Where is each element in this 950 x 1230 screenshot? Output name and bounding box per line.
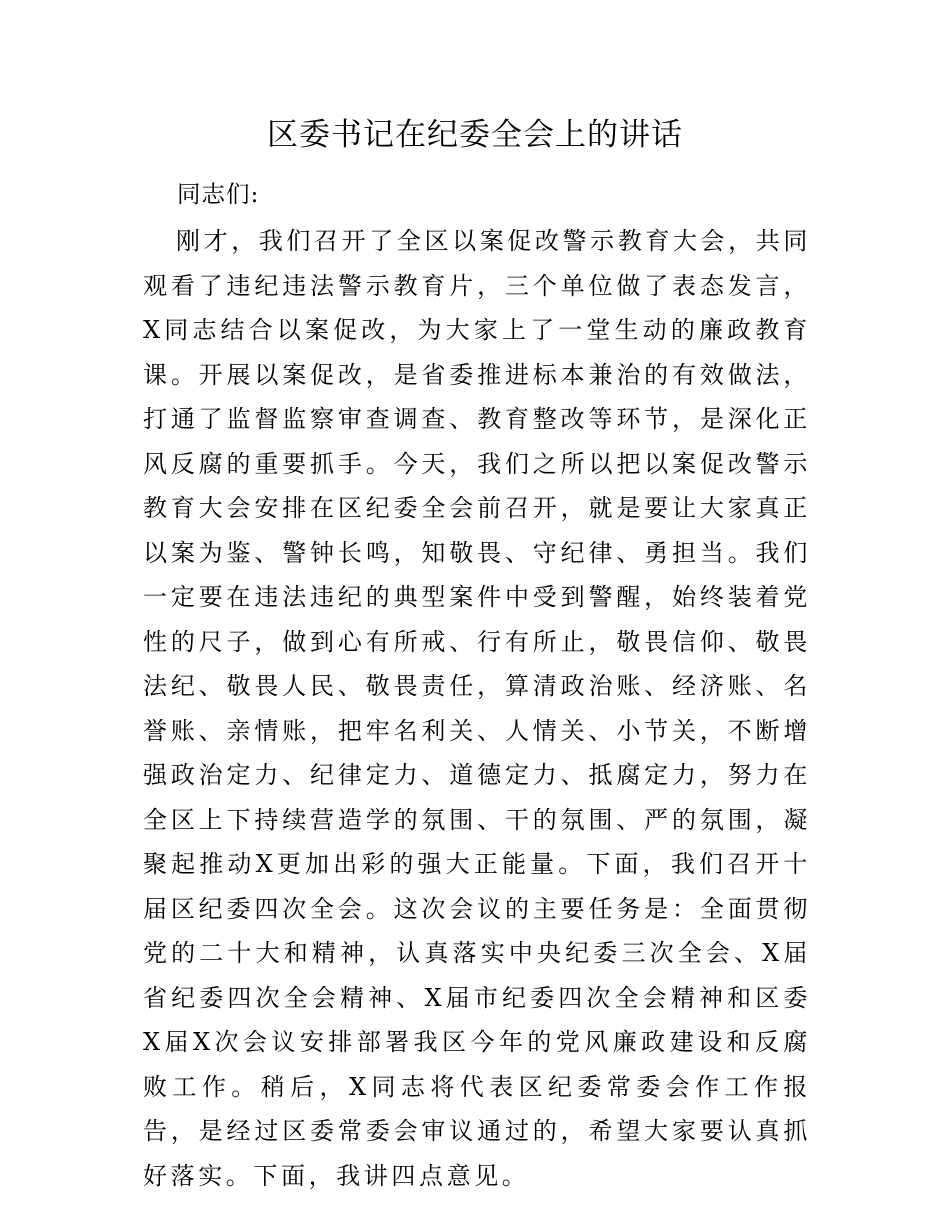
document-title: 区委书记在纪委全会上的讲话 bbox=[267, 117, 683, 153]
body-paragraph: 刚才，我们召开了全区以案促改警示教育大会，共同观看了违纪违法警示教育片，三个单位做了表态发言，X同志结合以案促改，为大家上了一堂生动的廉政教育课。开展以案促改，是省委推进标本兼治的有效做法，打通了监督监察审查调查、教育整改等环节，是深化正风反腐的重要抓手。今天，我们之所以把以案促改警示教育大会安排在区纪委全会前召开，就是要让大家真正以案为鉴、警钟长鸣，知敬畏、守纪律、勇担当。我们一定要在违法违纪的典型案件中受到警醒，始终装着党性的尺子，做到心有所戒、行有所止，敬畏信仰、敬畏法纪、敬畏人民、敬畏责任，算清政治账、经济账、名誉账、亲情账，把牢名利关、人情关、小节关，不断增强政治定力、纪律定力、道德定力、抵腐定力，努力在全区上下持续营造学的氛围、干的氛围、严的氛围，凝聚起推动X更加出彩的强大正能量。下面，我们召开十届区纪委四次全会。这次会议的主要任务是：全面贯彻党的二十大和精神，认真落实中央纪委三次全会、X届省纪委四次全会精神、X届市纪委四次全会精神和区委X届X次会议安排部署我区今年的党风廉政建设和反腐败工作。稍后，X同志将代表区纪委常委会作工作报告，是经过区委常委会审议通过的，希望大家要认真抓好落实。下面，我讲四点意见。 bbox=[143, 227, 811, 1190]
salutation: 同志们: bbox=[177, 180, 260, 208]
